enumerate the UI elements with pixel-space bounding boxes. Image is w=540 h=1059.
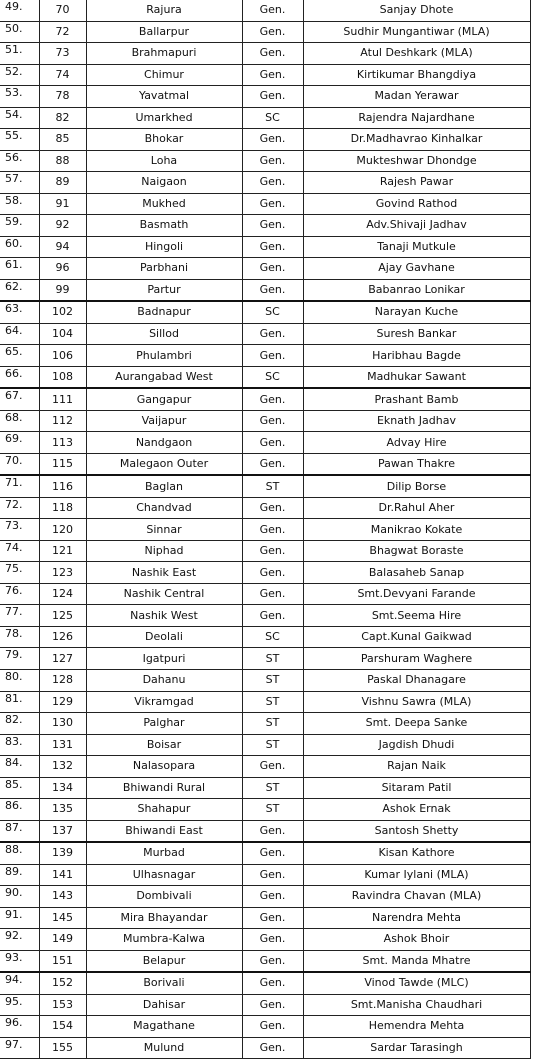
table-row	[0, 713, 530, 735]
table-row	[0, 519, 530, 541]
table-row	[0, 497, 530, 519]
candidate-name-cell: Ajay Gavhane	[303, 258, 530, 280]
constituency-name-cell: Vikramgad	[86, 691, 242, 713]
candidate-name-cell: Prashant Bamb	[303, 388, 530, 410]
serial-number-cell: 53.	[0, 86, 39, 108]
table-row	[0, 734, 530, 756]
constituency-name-cell: Borivali	[86, 972, 242, 994]
table-row	[0, 215, 530, 237]
constituency-number-cell: 116	[39, 475, 86, 497]
serial-number-cell: 84.	[0, 756, 39, 778]
serial-number-cell: 70.	[0, 453, 39, 475]
constituency-number-cell: 155	[39, 1037, 86, 1059]
category-cell: Gen.	[242, 864, 303, 886]
category-cell: Gen.	[242, 64, 303, 86]
category-cell: Gen.	[242, 929, 303, 951]
serial-number-cell: 92.	[0, 929, 39, 951]
candidate-name-cell: Sardar Tarasingh	[303, 1037, 530, 1059]
table-row	[0, 669, 530, 691]
candidate-name-cell: Vinod Tawde (MLC)	[303, 972, 530, 994]
category-cell: Gen.	[242, 972, 303, 994]
constituency-name-cell: Naigaon	[86, 172, 242, 194]
candidate-name-cell: Narayan Kuche	[303, 301, 530, 323]
constituency-name-cell: Belapur	[86, 950, 242, 972]
serial-number-cell: 94.	[0, 972, 39, 994]
candidate-name-cell: Smt. Manda Mhatre	[303, 950, 530, 972]
table-row	[0, 43, 530, 65]
serial-number-cell: 51.	[0, 43, 39, 65]
candidate-name-cell: Suresh Bankar	[303, 323, 530, 345]
constituency-name-cell: Igatpuri	[86, 648, 242, 670]
constituency-number-cell: 139	[39, 842, 86, 864]
constituency-name-cell: Baglan	[86, 475, 242, 497]
category-cell: Gen.	[242, 886, 303, 908]
table-row	[0, 756, 530, 778]
table-row	[0, 453, 530, 475]
constituency-number-cell: 134	[39, 777, 86, 799]
constituency-number-cell: 121	[39, 540, 86, 562]
constituency-number-cell: 91	[39, 193, 86, 215]
serial-number-cell: 79.	[0, 648, 39, 670]
constituency-number-cell: 113	[39, 432, 86, 454]
constituency-name-cell: Bhiwandi Rural	[86, 777, 242, 799]
category-cell: ST	[242, 734, 303, 756]
constituency-name-cell: Dahanu	[86, 669, 242, 691]
constituency-number-cell: 88	[39, 150, 86, 172]
constituency-number-cell: 145	[39, 907, 86, 929]
constituency-name-cell: Bhiwandi East	[86, 820, 242, 842]
candidate-name-cell: Ashok Ernak	[303, 799, 530, 821]
table-row	[0, 64, 530, 86]
table-row	[0, 540, 530, 562]
serial-number-cell: 54.	[0, 107, 39, 129]
constituency-number-cell: 111	[39, 388, 86, 410]
constituency-number-cell: 72	[39, 21, 86, 43]
serial-number-cell: 66.	[0, 366, 39, 388]
serial-number-cell: 90.	[0, 886, 39, 908]
constituency-name-cell: Basmath	[86, 215, 242, 237]
table-row	[0, 1016, 530, 1038]
constituency-name-cell: Chandvad	[86, 497, 242, 519]
table-row	[0, 799, 530, 821]
serial-number-cell: 55.	[0, 129, 39, 151]
table-row	[0, 388, 530, 410]
category-cell: Gen.	[242, 236, 303, 258]
constituency-name-cell: Nandgaon	[86, 432, 242, 454]
serial-number-cell: 60.	[0, 236, 39, 258]
constituency-name-cell: Aurangabad West	[86, 366, 242, 388]
constituency-name-cell: Niphad	[86, 540, 242, 562]
candidate-name-cell: Kumar Iylani (MLA)	[303, 864, 530, 886]
candidate-name-cell: Ravindra Chavan (MLA)	[303, 886, 530, 908]
constituency-number-cell: 132	[39, 756, 86, 778]
category-cell: Gen.	[242, 907, 303, 929]
constituency-name-cell: Ballarpur	[86, 21, 242, 43]
category-cell: Gen.	[242, 21, 303, 43]
serial-number-cell: 81.	[0, 691, 39, 713]
table-row	[0, 236, 530, 258]
constituency-number-cell: 141	[39, 864, 86, 886]
table-row	[0, 107, 530, 129]
constituency-number-cell: 123	[39, 562, 86, 584]
constituency-number-cell: 74	[39, 64, 86, 86]
category-cell: SC	[242, 626, 303, 648]
candidate-name-cell: Jagdish Dhudi	[303, 734, 530, 756]
serial-number-cell: 86.	[0, 799, 39, 821]
category-cell: Gen.	[242, 583, 303, 605]
table-row	[0, 1037, 530, 1059]
constituency-name-cell: Parbhani	[86, 258, 242, 280]
candidate-name-cell: Dilip Borse	[303, 475, 530, 497]
serial-number-cell: 73.	[0, 519, 39, 541]
category-cell: Gen.	[242, 994, 303, 1016]
candidate-name-cell: Sudhir Mungantiwar (MLA)	[303, 21, 530, 43]
constituency-number-cell: 152	[39, 972, 86, 994]
serial-number-cell: 65.	[0, 345, 39, 367]
constituency-name-cell: Vaijapur	[86, 410, 242, 432]
candidate-name-cell: Babanrao Lonikar	[303, 279, 530, 301]
constituency-name-cell: Palghar	[86, 713, 242, 735]
candidate-name-cell: Sitaram Patil	[303, 777, 530, 799]
constituency-number-cell: 118	[39, 497, 86, 519]
category-cell: SC	[242, 301, 303, 323]
candidate-name-cell: Narendra Mehta	[303, 907, 530, 929]
serial-number-cell: 96.	[0, 1016, 39, 1038]
candidate-name-cell: Hemendra Mehta	[303, 1016, 530, 1038]
candidate-name-cell: Pawan Thakre	[303, 453, 530, 475]
constituency-number-cell: 73	[39, 43, 86, 65]
category-cell: Gen.	[242, 279, 303, 301]
constituency-name-cell: Dahisar	[86, 994, 242, 1016]
table-row	[0, 994, 530, 1016]
category-cell: Gen.	[242, 453, 303, 475]
constituency-number-cell: 108	[39, 366, 86, 388]
table-row	[0, 172, 530, 194]
serial-number-cell: 62.	[0, 279, 39, 301]
serial-number-cell: 89.	[0, 864, 39, 886]
constituency-name-cell: Dombivali	[86, 886, 242, 908]
constituency-name-cell: Ulhasnagar	[86, 864, 242, 886]
constituency-name-cell: Badnapur	[86, 301, 242, 323]
serial-number-cell: 49.	[0, 0, 39, 21]
category-cell: ST	[242, 777, 303, 799]
category-cell: ST	[242, 691, 303, 713]
serial-number-cell: 76.	[0, 583, 39, 605]
table-row	[0, 279, 530, 301]
serial-number-cell: 93.	[0, 950, 39, 972]
candidate-name-cell: Kirtikumar Bhangdiya	[303, 64, 530, 86]
category-cell: Gen.	[242, 1016, 303, 1038]
candidate-name-cell: Dr.Rahul Aher	[303, 497, 530, 519]
category-cell: ST	[242, 669, 303, 691]
constituency-number-cell: 125	[39, 605, 86, 627]
constituency-name-cell: Malegaon Outer	[86, 453, 242, 475]
constituency-number-cell: 89	[39, 172, 86, 194]
category-cell: ST	[242, 799, 303, 821]
candidate-name-cell: Vishnu Sawra (MLA)	[303, 691, 530, 713]
constituency-name-cell: Mukhed	[86, 193, 242, 215]
constituency-name-cell: Umarkhed	[86, 107, 242, 129]
serial-number-cell: 77.	[0, 605, 39, 627]
constituency-name-cell: Chimur	[86, 64, 242, 86]
category-cell: Gen.	[242, 129, 303, 151]
category-cell: Gen.	[242, 519, 303, 541]
constituency-number-cell: 78	[39, 86, 86, 108]
serial-number-cell: 50.	[0, 21, 39, 43]
table-row	[0, 820, 530, 842]
candidate-name-cell: Dr.Madhavrao Kinhalkar	[303, 129, 530, 151]
category-cell: Gen.	[242, 497, 303, 519]
constituency-number-cell: 137	[39, 820, 86, 842]
serial-number-cell: 83.	[0, 734, 39, 756]
category-cell: Gen.	[242, 820, 303, 842]
constituency-number-cell: 153	[39, 994, 86, 1016]
constituency-number-cell: 143	[39, 886, 86, 908]
table-row	[0, 950, 530, 972]
category-cell: Gen.	[242, 323, 303, 345]
table-row	[0, 258, 530, 280]
candidate-name-cell: Mukteshwar Dhondge	[303, 150, 530, 172]
category-cell: Gen.	[242, 193, 303, 215]
category-cell: Gen.	[242, 388, 303, 410]
serial-number-cell: 59.	[0, 215, 39, 237]
table-row	[0, 475, 530, 497]
table-row	[0, 193, 530, 215]
serial-number-cell: 56.	[0, 150, 39, 172]
table-row	[0, 21, 530, 43]
table-row	[0, 907, 530, 929]
constituency-number-cell: 126	[39, 626, 86, 648]
serial-number-cell: 75.	[0, 562, 39, 584]
constituency-name-cell: Brahmapuri	[86, 43, 242, 65]
constituency-number-cell: 149	[39, 929, 86, 951]
candidate-name-cell: Rajendra Najardhane	[303, 107, 530, 129]
serial-number-cell: 57.	[0, 172, 39, 194]
category-cell: ST	[242, 713, 303, 735]
candidate-name-cell: Eknath Jadhav	[303, 410, 530, 432]
table-row	[0, 432, 530, 454]
constituency-number-cell: 82	[39, 107, 86, 129]
category-cell: Gen.	[242, 842, 303, 864]
category-cell: Gen.	[242, 345, 303, 367]
constituency-number-cell: 104	[39, 323, 86, 345]
candidate-name-cell: Paskal Dhanagare	[303, 669, 530, 691]
serial-number-cell: 78.	[0, 626, 39, 648]
table-row	[0, 150, 530, 172]
candidate-name-cell: Santosh Shetty	[303, 820, 530, 842]
table-row	[0, 323, 530, 345]
category-cell: Gen.	[242, 172, 303, 194]
serial-number-cell: 80.	[0, 669, 39, 691]
category-cell: ST	[242, 475, 303, 497]
candidate-name-cell: Bhagwat Boraste	[303, 540, 530, 562]
candidate-name-cell: Tanaji Mutkule	[303, 236, 530, 258]
serial-number-cell: 52.	[0, 64, 39, 86]
constituency-name-cell: Mumbra-Kalwa	[86, 929, 242, 951]
table-row	[0, 626, 530, 648]
serial-number-cell: 69.	[0, 432, 39, 454]
candidate-name-cell: Govind Rathod	[303, 193, 530, 215]
constituency-name-cell: Nashik East	[86, 562, 242, 584]
table-row	[0, 842, 530, 864]
constituency-number-cell: 94	[39, 236, 86, 258]
constituency-number-cell: 115	[39, 453, 86, 475]
candidate-name-cell: Smt.Seema Hire	[303, 605, 530, 627]
serial-number-cell: 71.	[0, 475, 39, 497]
serial-number-cell: 88.	[0, 842, 39, 864]
constituency-name-cell: Rajura	[86, 0, 242, 21]
candidate-name-cell: Manikrao Kokate	[303, 519, 530, 541]
constituency-number-cell: 92	[39, 215, 86, 237]
category-cell: ST	[242, 648, 303, 670]
candidate-name-cell: Parshuram Waghere	[303, 648, 530, 670]
constituency-number-cell: 112	[39, 410, 86, 432]
constituency-name-cell: Gangapur	[86, 388, 242, 410]
table-row	[0, 366, 530, 388]
constituency-name-cell: Partur	[86, 279, 242, 301]
constituency-number-cell: 128	[39, 669, 86, 691]
category-cell: Gen.	[242, 410, 303, 432]
table-row	[0, 929, 530, 951]
serial-number-cell: 91.	[0, 907, 39, 929]
candidate-name-cell: Balasaheb Sanap	[303, 562, 530, 584]
candidate-name-cell: Madan Yerawar	[303, 86, 530, 108]
table-row	[0, 345, 530, 367]
table-row	[0, 583, 530, 605]
candidate-name-cell: Haribhau Bagde	[303, 345, 530, 367]
serial-number-cell: 68.	[0, 410, 39, 432]
serial-number-cell: 97.	[0, 1037, 39, 1059]
constituency-number-cell: 127	[39, 648, 86, 670]
category-cell: Gen.	[242, 0, 303, 21]
constituency-number-cell: 102	[39, 301, 86, 323]
constituency-number-cell: 124	[39, 583, 86, 605]
constituency-name-cell: Nalasopara	[86, 756, 242, 778]
constituency-number-cell: 120	[39, 519, 86, 541]
serial-number-cell: 63.	[0, 301, 39, 323]
constituency-name-cell: Boisar	[86, 734, 242, 756]
category-cell: Gen.	[242, 605, 303, 627]
candidate-name-cell: Madhukar Sawant	[303, 366, 530, 388]
constituency-name-cell: Sinnar	[86, 519, 242, 541]
table-row	[0, 410, 530, 432]
table-row	[0, 86, 530, 108]
constituency-name-cell: Magathane	[86, 1016, 242, 1038]
constituency-name-cell: Nashik Central	[86, 583, 242, 605]
serial-number-cell: 82.	[0, 713, 39, 735]
constituency-number-cell: 70	[39, 0, 86, 21]
category-cell: SC	[242, 107, 303, 129]
candidate-name-cell: Smt.Devyani Farande	[303, 583, 530, 605]
table-row	[0, 129, 530, 151]
candidate-name-cell: Ashok Bhoir	[303, 929, 530, 951]
category-cell: Gen.	[242, 562, 303, 584]
candidate-name-cell: Adv.Shivaji Jadhav	[303, 215, 530, 237]
table-row	[0, 972, 530, 994]
candidate-name-cell: Advay Hire	[303, 432, 530, 454]
constituency-name-cell: Bhokar	[86, 129, 242, 151]
candidate-name-cell: Capt.Kunal Gaikwad	[303, 626, 530, 648]
candidate-name-cell: Atul Deshkark (MLA)	[303, 43, 530, 65]
constituency-name-cell: Shahapur	[86, 799, 242, 821]
serial-number-cell: 67.	[0, 388, 39, 410]
constituency-number-cell: 154	[39, 1016, 86, 1038]
constituency-name-cell: Mulund	[86, 1037, 242, 1059]
candidate-name-cell: Rajan Naik	[303, 756, 530, 778]
category-cell: Gen.	[242, 1037, 303, 1059]
constituency-number-cell: 96	[39, 258, 86, 280]
constituency-number-cell: 85	[39, 129, 86, 151]
category-cell: Gen.	[242, 43, 303, 65]
table-row	[0, 562, 530, 584]
constituency-name-cell: Loha	[86, 150, 242, 172]
constituency-name-cell: Yavatmal	[86, 86, 242, 108]
table-row	[0, 864, 530, 886]
category-cell: Gen.	[242, 540, 303, 562]
candidate-name-cell: Smt.Manisha Chaudhari	[303, 994, 530, 1016]
candidate-name-cell: Smt. Deepa Sanke	[303, 713, 530, 735]
constituency-name-cell: Mira Bhayandar	[86, 907, 242, 929]
table-row	[0, 777, 530, 799]
constituency-number-cell: 106	[39, 345, 86, 367]
constituency-name-cell: Sillod	[86, 323, 242, 345]
serial-number-cell: 72.	[0, 497, 39, 519]
table-row	[0, 648, 530, 670]
serial-number-cell: 74.	[0, 540, 39, 562]
constituency-number-cell: 130	[39, 713, 86, 735]
category-cell: SC	[242, 366, 303, 388]
table-row	[0, 691, 530, 713]
candidate-name-cell: Rajesh Pawar	[303, 172, 530, 194]
category-cell: Gen.	[242, 150, 303, 172]
category-cell: Gen.	[242, 86, 303, 108]
serial-number-cell: 64.	[0, 323, 39, 345]
constituency-number-cell: 129	[39, 691, 86, 713]
table-row	[0, 605, 530, 627]
category-cell: Gen.	[242, 258, 303, 280]
category-cell: Gen.	[242, 215, 303, 237]
candidate-name-cell: Kisan Kathore	[303, 842, 530, 864]
serial-number-cell: 58.	[0, 193, 39, 215]
constituency-name-cell: Phulambri	[86, 345, 242, 367]
constituency-name-cell: Deolali	[86, 626, 242, 648]
table-row	[0, 0, 530, 21]
category-cell: Gen.	[242, 432, 303, 454]
category-cell: Gen.	[242, 756, 303, 778]
constituency-number-cell: 131	[39, 734, 86, 756]
table-row	[0, 886, 530, 908]
constituency-number-cell: 135	[39, 799, 86, 821]
constituency-name-cell: Murbad	[86, 842, 242, 864]
serial-number-cell: 61.	[0, 258, 39, 280]
constituency-name-cell: Nashik West	[86, 605, 242, 627]
constituency-number-cell: 99	[39, 279, 86, 301]
table-row	[0, 301, 530, 323]
constituency-number-cell: 151	[39, 950, 86, 972]
category-cell: Gen.	[242, 950, 303, 972]
serial-number-cell: 87.	[0, 820, 39, 842]
serial-number-cell: 85.	[0, 777, 39, 799]
candidate-name-cell: Sanjay Dhote	[303, 0, 530, 21]
serial-number-cell: 95.	[0, 994, 39, 1016]
constituency-name-cell: Hingoli	[86, 236, 242, 258]
